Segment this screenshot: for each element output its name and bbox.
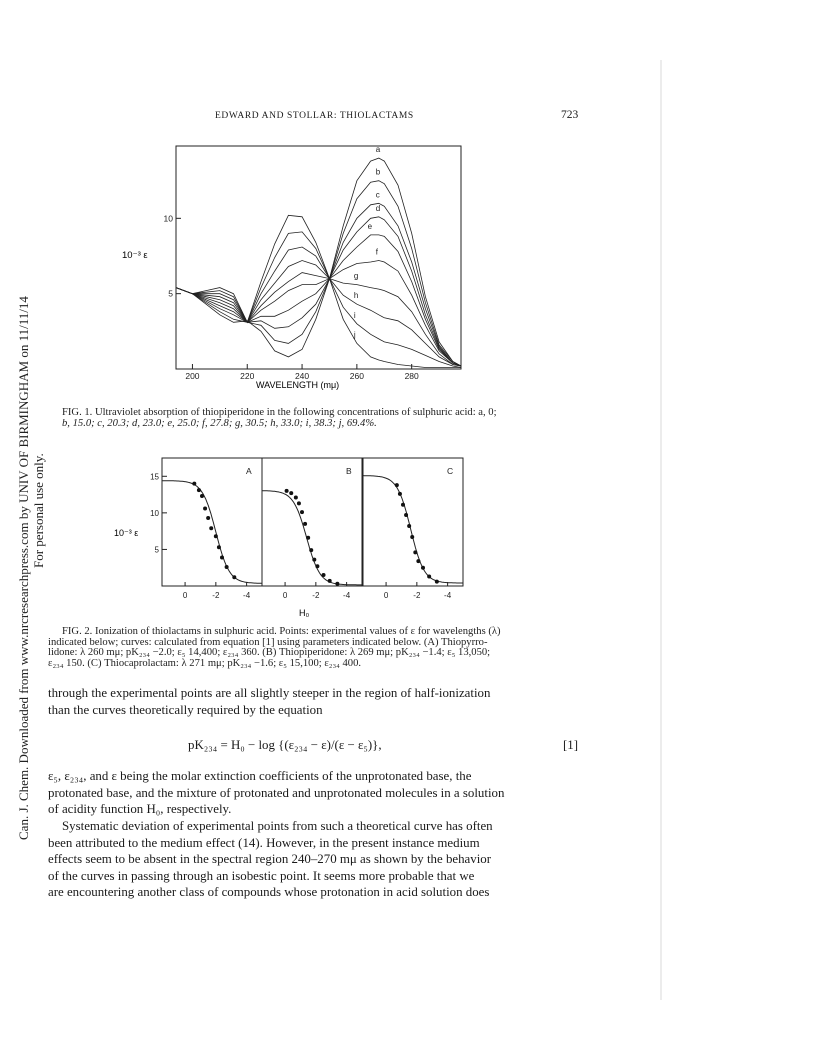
figure-2-x-tick-label: 0 [383,591,389,600]
figure-2-data-point-C [395,483,399,487]
figure-2-data-point-A [214,534,218,538]
figure-2-x-tick-label: -4 [444,591,452,600]
body-line: Systematic deviation of experimental points from such a theoretical curve has often [62,819,493,833]
figure-1-curve-label-d: d [375,203,381,213]
figure-2-data-point-C [421,566,425,570]
figure-2-y-tick-label: 5 [154,545,159,555]
figure-2-data-point-B [312,558,316,562]
figure-2-y-tick-label: 15 [150,472,159,482]
figure-1-caption-line2: b, 15.0; c, 20.3; d, 23.0; e, 25.0; f, 27.8; g, 30.5; h, 33.0; i, 38.3; j, 69.4%. [62,417,377,429]
figure-2-caption-line1: FIG. 2. Ionization of thiolactams in sulphuric acid. Points: experimental values of ε for wavelengths (λ) [62,626,501,637]
figure-2-panel-label-C: C [447,466,454,476]
figure-2-x-tick-label: -2 [212,591,220,600]
figure-1-curve-b [176,181,461,366]
figure-2-data-point-A [203,506,207,510]
figure-2-data-point-B [322,573,326,577]
figure-1-curve-label-j: j [353,330,356,340]
body-line: of acidity function H₀, respectively. [48,802,232,816]
equation-formula: pK₂₃₄ = H₀ − log {(ε₂₃₄ − ε)/(ε − ε₅)}, [188,738,382,752]
figure-2-fit-curve-A [162,481,262,584]
figure-1-y-tick-label: 5 [168,288,173,299]
figure-2-data-point-A [232,575,236,579]
body-line: than the curves theoretically required by the equation [48,702,323,717]
figure-2-data-point-C [416,559,420,563]
figure-2-data-point-B [303,522,307,526]
figure-2-data-point-B [300,510,304,514]
figure-2-data-point-C [427,574,431,578]
figure-1-plot-area [164,145,461,381]
figure-2-data-point-A [209,526,213,530]
figure-2-panel-frame-C [363,458,463,586]
figure-1-curve-label-b: b [375,167,381,177]
figure-2-data-point-A [217,545,221,549]
figure-2-x-tick-label: -4 [343,591,351,600]
figure-1-x-tick-label: 200 [185,371,200,381]
figure-1-curve-d [176,217,461,366]
figure-2-panel-label-A: A [246,466,252,476]
figure-2-x-tick-label: -4 [243,591,251,600]
download-notice [16,296,46,840]
figure-2-y-axis-label: 10⁻³ ε [114,528,139,538]
figure-1-curve-label-h: h [353,291,359,301]
figure-2-plot-area [150,458,463,600]
figure-2-data-point-A [197,488,201,492]
figure-1-x-tick-label: 260 [349,371,364,381]
running-title: EDWARD AND STOLLAR: THIOLACTAMS [215,111,414,121]
body-line: effects seem to be absent in the spectral region 240–270 mμ as shown by the behavior [48,852,492,866]
figure-2-data-point-A [206,516,210,520]
figure-2-panel-label-B: B [346,466,352,476]
figure-2-x-tick-label: 0 [182,591,188,600]
figure-2-data-point-A [200,494,204,498]
figure-1-curve-f [176,261,461,367]
figure-1-curve-a [176,158,461,366]
figure-2-data-point-B [294,495,298,499]
figure-1-frame [176,146,461,369]
figure-2-data-point-B [306,536,310,540]
body-line: are encountering another class of compounds whose protonation in acid solution does [48,885,490,899]
figure-2-x-tick-label: -2 [312,591,320,600]
body-line: of the curves in passing through an isobestic point. It seems more probable that we [48,868,475,883]
figure-2-panel-frame-B [262,458,362,586]
figure-1-curve-label-a: a [375,145,381,155]
figure-2-fit-curve-B [262,491,362,585]
figure-1-caption [62,408,497,429]
figure-2-x-tick-label: -2 [413,591,421,600]
figure-2-data-point-C [435,580,439,584]
figure-2-data-point-C [404,513,408,517]
figure-1-curve-label-f: f [375,247,379,257]
figure-1-x-tick-label: 220 [240,371,255,381]
body-paragraph-1 [48,685,578,718]
figure-2-caption [48,627,578,669]
figure-2-data-point-C [407,524,411,528]
scan-edge [660,60,662,1000]
figure-2-data-point-C [398,492,402,496]
figure-2-data-point-B [289,491,293,495]
figure-1-x-tick-label: 280 [404,371,419,381]
figure-2-data-point-A [220,555,224,559]
figure-2-data-point-C [401,503,405,507]
figure-2-data-point-A [192,482,196,486]
figure-2-data-point-C [413,550,417,554]
body-line: protonated base, and the mixture of protonated and unprotonated molecules in a solution [48,785,505,800]
figure-2-data-point-A [225,565,229,569]
figure-2-caption-line3: lidone: λ 260 mμ; pK₂₃₄ −2.0; ε₅ 14,400; ε₂₃₄ 360. (B) Thiopiperidone: λ 269 mμ; pK₂₃₄ −1.4; ε₅ 13,050; [48,647,491,659]
figure-2-data-point-B [297,501,301,505]
figure-1-x-tick-label: 240 [294,371,310,381]
figure-2-panel-frame-A [162,458,262,586]
figure-2-caption-line2: indicated below; curves: calculated from equation [1] using parameters indicated below. (A) Thiopyrro- [48,636,488,648]
figure-2-fit-curve-C [363,476,463,583]
figure-2-x-axis-label: H₀ [299,608,310,618]
figure-1-curve-c [176,203,461,366]
body-line: ε₅, ε₂₃₄, and ε being the molar extinction coefficients of the unprotonated base, the [48,769,472,783]
download-notice-line2: For personal use only. [31,453,46,568]
body-line: been attributed to the medium effect (14). However, in the present instance medium [48,835,480,850]
page-number: 723 [561,109,579,121]
body-line: through the experimental points are all slightly steeper in the region of half-ionization [48,686,491,700]
figure-2-y-tick-label: 10 [150,508,159,518]
figure-1-curve-label-e: e [367,221,373,231]
figure-1-caption-line1: FIG. 1. Ultraviolet absorption of thiopiperidone in the following concentrations of sulphuric acid: a, 0; [62,407,497,418]
figure-2-data-point-B [315,564,319,568]
body-paragraph-3 [48,818,578,901]
figure-1-y-tick-label: 10 [163,213,173,224]
equation-number: [1] [562,738,578,752]
figure-1-y-axis-label: 10⁻³ ε [122,250,148,261]
figure-2-data-point-B [309,548,313,552]
figure-2-chart [110,452,480,620]
figure-2-data-point-C [410,535,414,539]
figure-2-data-point-B [335,582,339,586]
figure-2-caption-line4: ε₂₃₄ 150. (C) Thiocaprolactam: λ 271 mμ; pK₂₃₄ −1.6; ε₅ 15,100; ε₂₃₄ 400. [48,657,362,669]
body-paragraph-2 [48,768,578,818]
figure-2-x-tick-label: 0 [282,591,288,600]
figure-2-data-point-B [285,489,289,493]
figure-1-curve-label-g: g [353,271,359,281]
figure-1-curve-label-c: c [375,190,380,200]
figure-1-curve-label-i: i [353,310,356,320]
download-notice-line1: Can. J. Chem. Downloaded from www.nrcresearchpress.com by UNIV OF BIRMINGHAM on 11/11/14 [16,296,31,840]
figure-1-x-axis-label: WAVELENGTH (mμ) [256,380,340,390]
figure-2-data-point-B [328,579,332,583]
figure-1-chart [120,140,480,400]
